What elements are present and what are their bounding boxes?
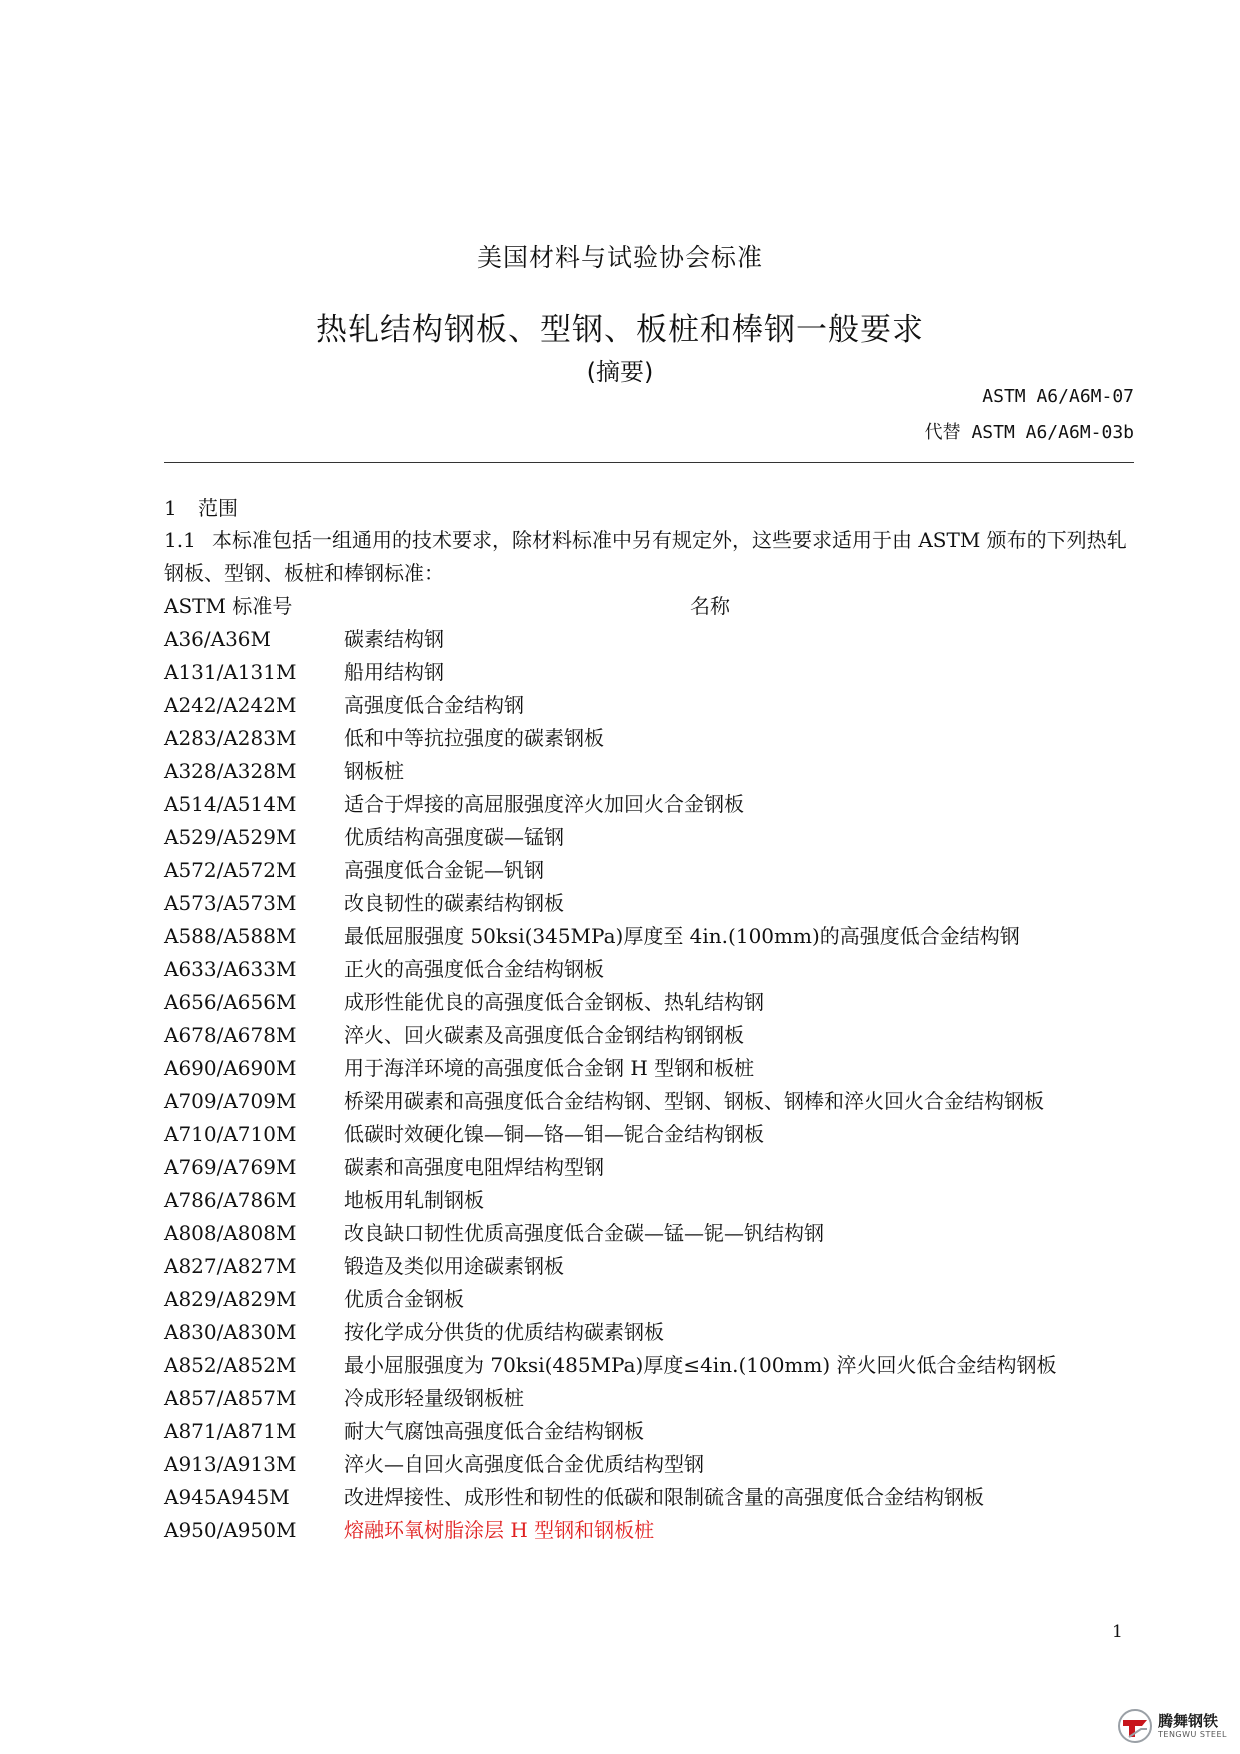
- column-header-code: ASTM 标准号: [164, 594, 293, 618]
- standard-code: A633/A633M: [164, 957, 297, 981]
- standard-name: 冷成形轻量级钢板桩: [344, 1386, 524, 1410]
- standard-row: [164, 854, 1064, 887]
- standard-row: [164, 1019, 1064, 1052]
- logo-mark-icon: [1116, 1707, 1154, 1745]
- standard-name: 改良缺口韧性优质高强度低合金碳—锰—铌—钒结构钢: [344, 1221, 824, 1245]
- standard-row: [164, 1448, 1064, 1481]
- column-header-name: 名称: [690, 594, 730, 618]
- standard-code: A913/A913M: [164, 1452, 297, 1476]
- standard-code: A710/A710M: [164, 1122, 297, 1146]
- standard-row: [164, 986, 1064, 1019]
- standard-name: 最小屈服强度为 70ksi(485MPa)厚度≤4in.(100mm) 淬火回火低合金结构钢板: [344, 1353, 1057, 1377]
- standard-row: [164, 1250, 1064, 1283]
- standard-code: A283/A283M: [164, 726, 297, 750]
- section-number: 1: [164, 496, 177, 520]
- standard-code: A857/A857M: [164, 1386, 297, 1410]
- standard-code: A131/A131M: [164, 660, 297, 684]
- standard-code: A242/A242M: [164, 693, 297, 717]
- paragraph-number: 1.1: [164, 528, 196, 552]
- standard-name: 适合于焊接的高屈服强度淬火加回火合金钢板: [344, 792, 744, 816]
- standard-row: [164, 656, 1064, 689]
- scope-paragraph: [164, 524, 1134, 590]
- paragraph-text: 本标准包括一组通用的技术要求，除材料标准中另有规定外，这些要求适用于由 ASTM 颁布的下列热轧钢板、型钢、板桩和棒钢标准：: [164, 528, 1127, 585]
- standard-row: [164, 1118, 1064, 1151]
- standard-name: 高强度低合金结构钢: [344, 693, 524, 717]
- standard-name: 低和中等抗拉强度的碳素钢板: [344, 726, 604, 750]
- standard-row: [164, 1514, 1064, 1547]
- standard-code: A572/A572M: [164, 858, 297, 882]
- standard-code: A945A945M: [164, 1485, 290, 1509]
- standard-name: 用于海洋环境的高强度低合金钢 H 型钢和板桩: [344, 1056, 755, 1080]
- supersedes-code: 代替 ASTM A6/A6M-03b: [924, 422, 1134, 443]
- standard-code: A690/A690M: [164, 1056, 297, 1080]
- standard-name: 耐大气腐蚀高强度低合金结构钢板: [344, 1419, 644, 1443]
- standard-row: [164, 689, 1064, 722]
- standard-name: 优质合金钢板: [344, 1287, 464, 1311]
- document-title: 热轧结构钢板、型钢、板桩和棒钢一般要求: [316, 312, 924, 348]
- standard-code: A871/A871M: [164, 1419, 297, 1443]
- standard-name: 淬火—自回火高强度低合金优质结构型钢: [344, 1452, 704, 1476]
- standard-name: 正火的高强度低合金结构钢板: [344, 957, 604, 981]
- document-subtitle: (摘要): [586, 358, 654, 386]
- standard-name: 船用结构钢: [344, 660, 444, 684]
- standard-row: [164, 722, 1064, 755]
- standard-row: [164, 1316, 1064, 1349]
- standard-name: 桥梁用碳素和高强度低合金结构钢、型钢、钢板、钢棒和淬火回火合金结构钢板: [344, 1089, 1044, 1113]
- standard-name: 成形性能优良的高强度低合金钢板、热轧结构钢: [344, 990, 764, 1014]
- standard-row: [164, 1415, 1064, 1448]
- standard-code: A808/A808M: [164, 1221, 297, 1245]
- standard-row: [164, 821, 1064, 854]
- standard-row: [164, 920, 1064, 953]
- standard-code: A769/A769M: [164, 1155, 297, 1179]
- standard-code: A573/A573M: [164, 891, 297, 915]
- standard-name: 钢板桩: [344, 759, 404, 783]
- standard-name: 低碳时效硬化镍—铜—铬—钼—铌合金结构钢板: [344, 1122, 764, 1146]
- standard-code: A588/A588M: [164, 924, 297, 948]
- standard-name: 按化学成分供货的优质结构碳素钢板: [344, 1320, 664, 1344]
- standard-code: A678/A678M: [164, 1023, 297, 1047]
- section-title: 范围: [198, 496, 238, 520]
- standard-row: [164, 1184, 1064, 1217]
- page-number: 1: [1112, 1622, 1123, 1642]
- organization-title: 美国材料与试验协会标准: [476, 243, 763, 272]
- company-logo: [1116, 1704, 1234, 1748]
- standard-row: [164, 953, 1064, 986]
- standard-row: [164, 1217, 1064, 1250]
- standard-code: A829/A829M: [164, 1287, 297, 1311]
- standard-row: [164, 788, 1064, 821]
- standard-name: 地板用轧制钢板: [344, 1188, 484, 1212]
- standard-code: A852/A852M: [164, 1353, 297, 1377]
- standard-name: 高强度低合金铌—钒钢: [344, 858, 544, 882]
- standard-code: A514/A514M: [164, 792, 297, 816]
- standard-row: [164, 755, 1064, 788]
- standard-name: 锻造及类似用途碳素钢板: [344, 1254, 564, 1278]
- header-divider: [164, 462, 1134, 463]
- standard-name: 最低屈服强度 50ksi(345MPa)厚度至 4in.(100mm)的高强度低合金结构钢: [344, 924, 1020, 948]
- standard-name: 改良韧性的碳素结构钢板: [344, 891, 564, 915]
- standard-row: [164, 1382, 1064, 1415]
- standard-name: 淬火、回火碳素及高强度低合金钢结构钢钢板: [344, 1023, 744, 1047]
- standard-code: A709/A709M: [164, 1089, 297, 1113]
- section-heading: [164, 492, 238, 521]
- standard-code: A827/A827M: [164, 1254, 297, 1278]
- standard-name: 优质结构高强度碳—锰钢: [344, 825, 564, 849]
- standard-code: A830/A830M: [164, 1320, 297, 1344]
- standard-row: [164, 1151, 1064, 1184]
- standard-name: 熔融环氧树脂涂层 H 型钢和钢板桩: [344, 1518, 655, 1542]
- standard-code: A786/A786M: [164, 1188, 297, 1212]
- standard-row: [164, 1349, 1064, 1382]
- standard-code: A328/A328M: [164, 759, 297, 783]
- standard-row: [164, 887, 1064, 920]
- standard-code: A656/A656M: [164, 990, 297, 1014]
- standard-row: [164, 1283, 1064, 1316]
- standard-code: ASTM A6/A6M-07: [982, 386, 1134, 407]
- logo-name-en: TENGWU STEEL: [1158, 1729, 1227, 1739]
- standard-code: A36/A36M: [164, 627, 272, 651]
- standard-row: [164, 1052, 1064, 1085]
- standard-name: 碳素和高强度电阻焊结构型钢: [344, 1155, 604, 1179]
- standard-code: A529/A529M: [164, 825, 297, 849]
- standard-row: [164, 1085, 1064, 1118]
- standard-name: 改进焊接性、成形性和韧性的低碳和限制硫含量的高强度低合金结构钢板: [344, 1485, 984, 1509]
- logo-name-cn: 腾舞钢铁: [1158, 1711, 1219, 1730]
- standards-list: [164, 623, 1064, 1547]
- standard-row: [164, 1481, 1064, 1514]
- standard-name: 碳素结构钢: [344, 627, 444, 651]
- standard-row: [164, 623, 1064, 656]
- standard-code: A950/A950M: [164, 1518, 297, 1542]
